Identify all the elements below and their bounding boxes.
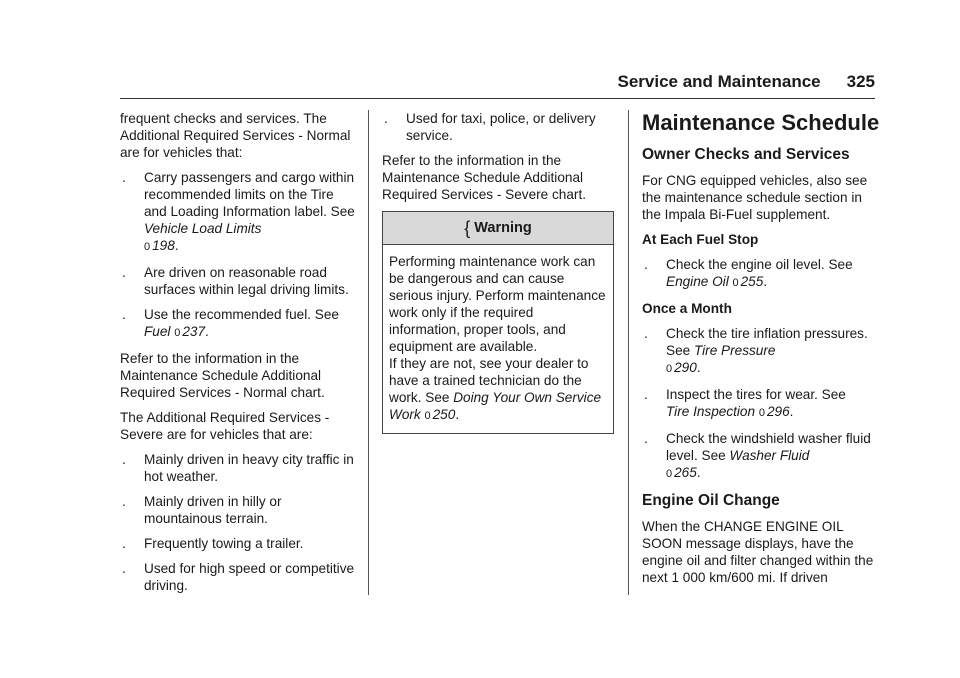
list-item: . Check the windshield washer fluid level. See Washer Fluid 0 265. — [644, 431, 871, 480]
list-item-text: Inspect the tires for wear. See — [666, 387, 846, 402]
list-item — [120, 493, 358, 527]
section-title: Service and Maintenance — [617, 72, 821, 91]
subheading: At Each Fuel Stop — [642, 232, 759, 247]
list-item-text: Carry passengers and cargo within recommended limits on the Tire and Loading Information label. See — [144, 170, 355, 219]
page-ref[interactable]: 237 — [182, 324, 206, 339]
list-item: . Carry passengers and cargo within recommended limits on the Tire and Loading Information label. See Vehicle Load Limits 0 198. — [122, 170, 355, 253]
page-header — [120, 70, 875, 99]
page-ref[interactable]: 296 — [766, 404, 790, 419]
page-ref-icon: 0 — [732, 277, 739, 289]
paragraph: For CNG equipped vehicles, also see the maintenance schedule section in the Impala Bi-Fuel supplement. — [642, 173, 868, 222]
bullet-icon: . — [122, 170, 126, 185]
paragraph: When the CHANGE ENGINE OIL SOON message displays, have the engine oil and filter changed within the next 1 000 km/600 mi. If driven — [642, 519, 874, 585]
warning-triangle-icon: { — [464, 217, 471, 238]
page-ref-icon: 0 — [174, 327, 181, 339]
cross-reference-link[interactable]: Tire Inspection — [666, 404, 756, 419]
list-item — [382, 110, 614, 144]
page-ref-icon: 0 — [758, 407, 765, 419]
bullet-icon: . — [122, 561, 126, 576]
bullet-icon: . — [644, 326, 648, 341]
cross-reference-link[interactable]: Fuel — [144, 324, 171, 339]
bullet-icon: . — [644, 387, 648, 402]
cross-reference-link[interactable]: Tire Pressure — [693, 343, 776, 358]
list-item-text: Used for taxi, police, or delivery service. — [406, 111, 596, 143]
paragraph: The Additional Required Services - Severe are for vehicles that are: — [120, 410, 330, 442]
list-item-text: Are driven on reasonable road surfaces within legal driving limits. — [144, 265, 349, 297]
warning-box — [382, 211, 614, 434]
column-3 — [642, 110, 880, 594]
column-2 — [382, 110, 614, 434]
chapter-title: Maintenance Schedule — [642, 110, 880, 135]
bullet-icon: . — [122, 536, 126, 551]
list-item — [120, 451, 358, 485]
page-ref[interactable]: 198 — [152, 238, 175, 253]
list-item-text: Check the windshield washer fluid level. See — [666, 431, 871, 463]
list-item: . Check the tire inflation pressures. See Tire Pressure 0 290. — [644, 326, 868, 375]
page-ref[interactable]: 265 — [674, 465, 697, 480]
section-heading: Engine Oil Change — [642, 492, 780, 509]
list-item — [120, 264, 358, 298]
bullet-icon: . — [644, 431, 648, 446]
cross-reference-link[interactable]: Doing Your Own Service Work — [389, 390, 602, 422]
page-ref-icon: 0 — [666, 468, 673, 480]
page-ref-icon: 0 — [666, 363, 673, 375]
paragraph: Refer to the information in the Maintenance Schedule Additional Required Services - Normal chart. — [120, 351, 325, 400]
list-item-text: Mainly driven in hilly or mountainous terrain. — [144, 494, 282, 526]
page-number: 325 — [846, 72, 875, 91]
list-item — [120, 560, 358, 594]
bullet-icon: . — [384, 111, 388, 126]
warning-text: If they are not, see your dealer to have a trained technician do the work. See Doing Your Own Service Work 0 250. — [389, 356, 602, 422]
bullet-icon: . — [644, 257, 648, 272]
section-heading: Owner Checks and Services — [642, 146, 850, 163]
column-divider — [628, 110, 629, 595]
page-ref[interactable]: 290 — [674, 360, 697, 375]
list-item: . Inspect the tires for wear. See Tire Inspection 0 296. — [644, 387, 846, 419]
list-item-text: Use the recommended fuel. See — [144, 307, 339, 322]
page-ref-icon: 0 — [144, 241, 151, 253]
paragraph: frequent checks and services. The Additional Required Services - Normal are for vehicles that: — [120, 111, 351, 160]
list-item — [120, 535, 358, 552]
warning-text: Performing maintenance work can be dangerous and can cause serious injury. Perform maintenance work only if the required information, proper tools, and equipment are available. — [389, 254, 606, 354]
list-item-text: Frequently towing a trailer. — [144, 536, 304, 551]
bullet-icon: . — [122, 265, 126, 280]
cross-reference-link[interactable]: Vehicle Load Limits — [144, 221, 262, 236]
page-ref[interactable]: 255 — [740, 274, 764, 289]
paragraph: Refer to the information in the Maintenance Schedule Additional Required Services - Severe chart. — [382, 153, 586, 202]
warning-header — [383, 212, 613, 245]
subheading: Once a Month — [642, 301, 732, 316]
list-item-text: Check the tire inflation pressures. See — [666, 326, 868, 358]
column-1 — [120, 110, 358, 602]
bullet-icon: . — [122, 494, 126, 509]
warning-body — [383, 245, 613, 433]
bullet-icon: . — [122, 307, 126, 322]
cross-reference-link[interactable]: Engine Oil — [666, 274, 729, 289]
bullet-icon: . — [122, 452, 126, 467]
list-item: . Use the recommended fuel. See Fuel 0 237. — [122, 307, 339, 339]
list-item-text: Mainly driven in heavy city traffic in hot weather. — [144, 452, 354, 484]
page-ref-icon: 0 — [424, 410, 431, 422]
warning-title: Warning — [474, 219, 532, 236]
list-item-text: Used for high speed or competitive driving. — [144, 561, 355, 593]
list-item-text: Check the engine oil level. See — [666, 257, 853, 272]
cross-reference-link[interactable]: Washer Fluid — [729, 448, 810, 463]
page-ref[interactable]: 250 — [432, 407, 456, 422]
list-item: . Check the engine oil level. See Engine Oil 0 255. — [644, 257, 853, 289]
column-divider — [368, 110, 369, 595]
